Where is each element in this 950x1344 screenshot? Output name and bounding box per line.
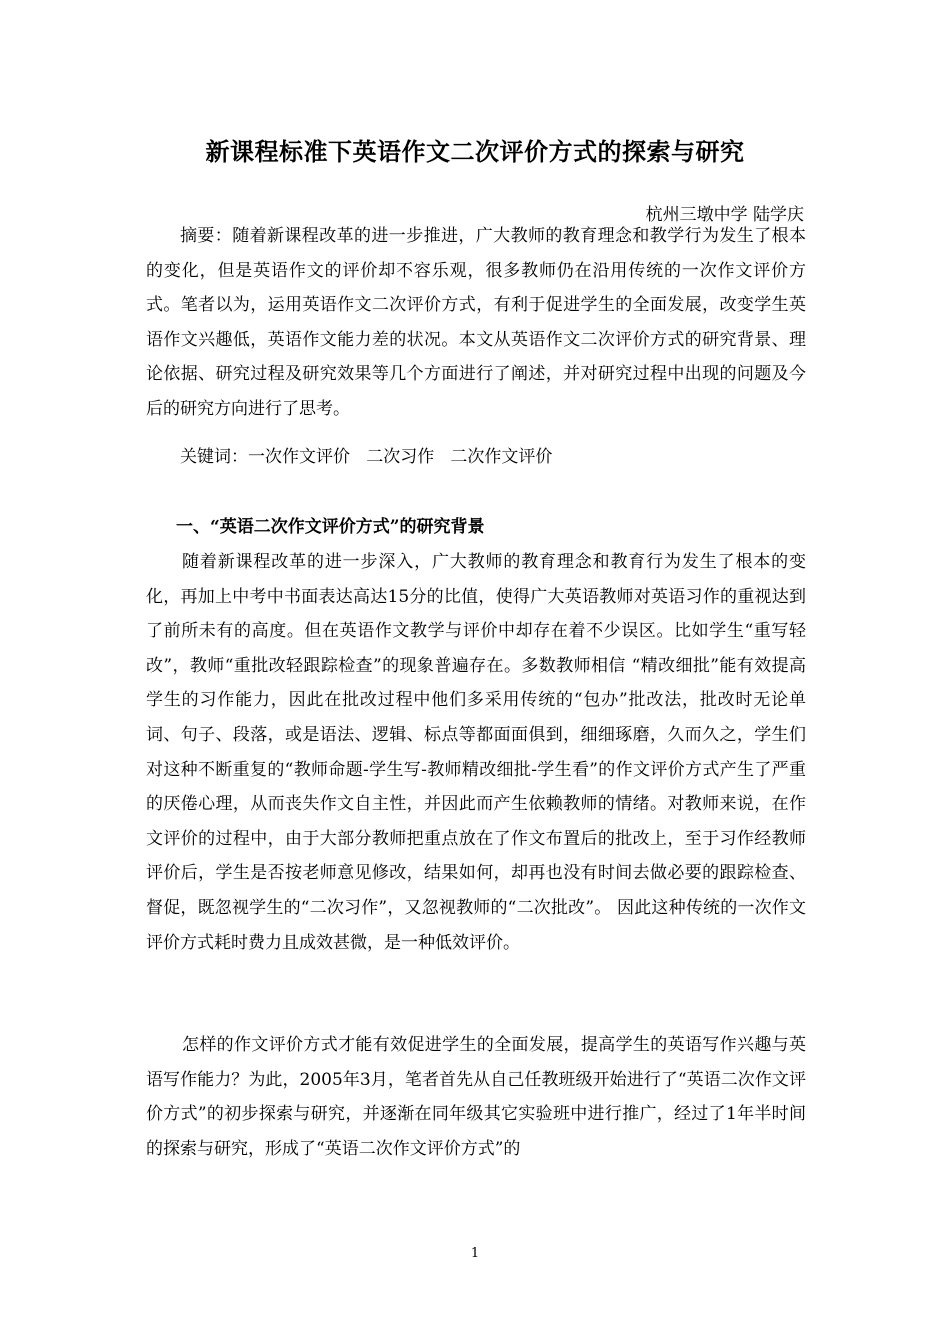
author-line: 杭州三墩中学 陆学庆 (645, 205, 804, 225)
page-number: 1 (470, 1246, 480, 1261)
document-title: 新课程标准下英语作文二次评价方式的探索与研究 (205, 137, 745, 166)
body-paragraph-1: 随着新课程改革的进一步深入，广大教师的教育理念和教育行为发生了根本的变化，再加上中考中书面表达高达15分的比值，使得广大英语教师对英语习作的重视达到了前所未有的高度。但在英语作文教学与评价中却存在着不少误区。比如学生“重写轻改”，教师“重批改轻跟踪检查”的现象普遍存在。多数教师相信 “精改细批”能有效提高学生的习作能力，因此在批改过程中他们多采用传统的“包办”批改法，批改时无论单词、句子、段落，或是语法、逻辑、标点等都面面俱到，细细琢磨，久而久之，学生们对这种不断重复的“教师命题-学生写-教师精改细批-学生看”的作文评价方式产生了严重的厌倦心理，从而丧失作文自主性，并因此而产生依赖教师的情绪。对教师来说，在作文评价的过程中，由于大部分教师把重点放在了作文布置后的批改上，至于习作经教师评价后，学生是否按老师意见修改，结果如何，却再也没有时间去做必要的跟踪检查、督促，既忽视学生的“二次习作”，又忽视教师的“二次批改”。 因此这种传统的一次作文评价方式耗时费力且成效甚微，是一种低效评价。 (146, 552, 806, 953)
body-paragraph-2: 怎样的作文评价方式才能有效促进学生的全面发展，提高学生的英语写作兴趣与英语写作能力？为此，2005年3月，笔者首先从自己任教班级开始进行了“英语二次作文评价方式”的初步探索与研究，并逐渐在同年级其它实验班中进行推广，经过了1年半时间的探索与研究，形成了“英语二次作文评价方式”的 (146, 1035, 806, 1159)
keywords-line: 关键词：一次作文评价 二次习作 二次作文评价 (180, 447, 553, 467)
section-heading: 一、“英语二次作文评价方式”的研究背景 (176, 517, 485, 537)
abstract-paragraph: 摘要：随着新课程改革的进一步推进，广大教师的教育理念和教学行为发生了根本的变化，但是英语作文的评价却不容乐观，很多教师仍在沿用传统的一次作文评价方式。笔者以为，运用英语作文二次评价方式，有利于促进学生的全面发展，改变学生英语作文兴趣低，英语作文能力差的状况。本文从英语作文二次评价方式的研究背景、理论依据、研究过程及研究效果等几个方面进行了阐述，并对研究过程中出现的问题及今后的研究方向进行了思考。 (146, 226, 806, 419)
